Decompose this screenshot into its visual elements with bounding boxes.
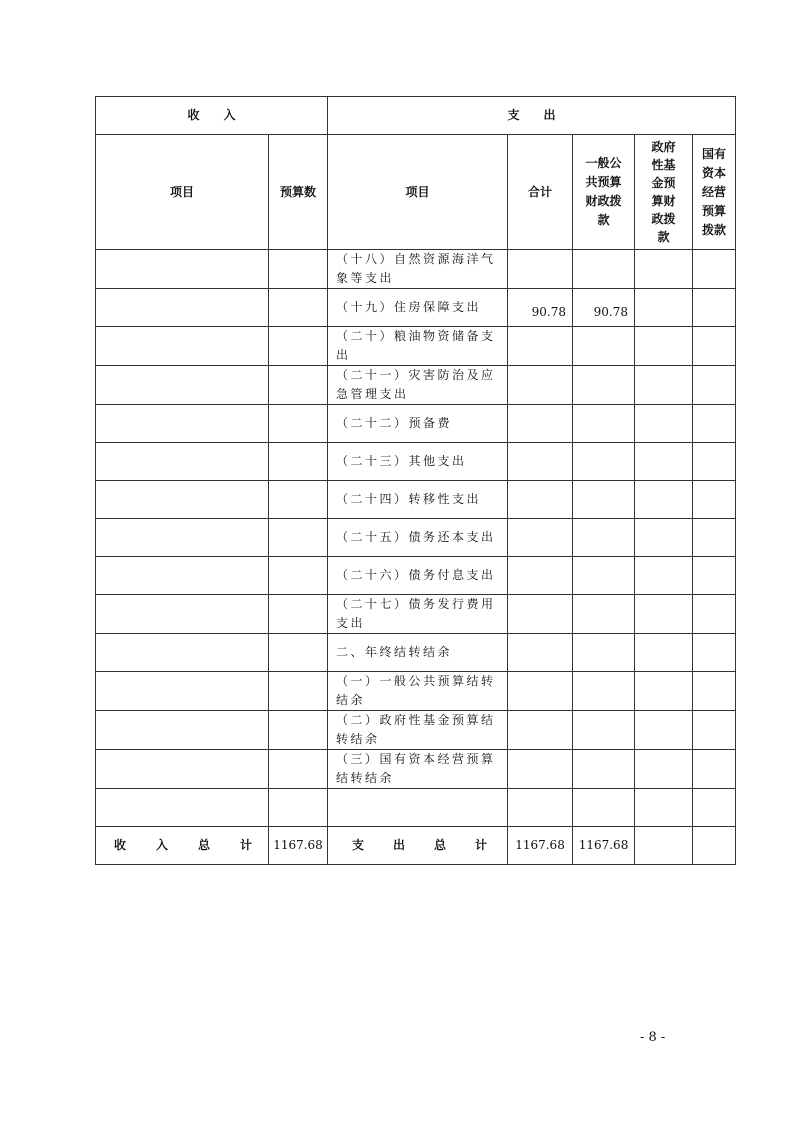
- gov-fund-header: 政府性基金预算财政拨款: [635, 135, 693, 250]
- column-header-row: [96, 135, 736, 250]
- general-public-cell: [573, 595, 635, 634]
- income-budget-header: 预算数: [269, 135, 328, 250]
- general-public-cell: [573, 250, 635, 289]
- table-row: [96, 289, 736, 327]
- expense-total-cell: [508, 789, 573, 827]
- income-total-label-char: 收: [114, 838, 127, 852]
- gov-fund-cell: [635, 557, 693, 595]
- expense-total-cell: [508, 595, 573, 634]
- expense-item-cell: （二十五）债务还本支出: [328, 519, 508, 557]
- income-budget-cell: [269, 443, 328, 481]
- gov-fund-cell: [635, 481, 693, 519]
- table-row: [96, 750, 736, 789]
- state-capital-cell: [693, 789, 736, 827]
- expense-total-cell: [508, 443, 573, 481]
- income-budget-cell: [269, 250, 328, 289]
- income-item-cell: [96, 519, 269, 557]
- income-total-label: [96, 827, 269, 865]
- income-item-cell: [96, 443, 269, 481]
- income-budget-cell: [269, 519, 328, 557]
- table-row: [96, 519, 736, 557]
- state-capital-cell: [693, 443, 736, 481]
- general-public-cell: [573, 750, 635, 789]
- income-item-cell: [96, 672, 269, 711]
- table-row: [96, 634, 736, 672]
- state-capital-cell: [693, 405, 736, 443]
- expense-total-cell: 90.78: [508, 289, 573, 327]
- income-budget-cell: [269, 366, 328, 405]
- income-budget-cell: [269, 750, 328, 789]
- income-item-cell: [96, 289, 269, 327]
- gov-fund-cell: [635, 366, 693, 405]
- budget-table: [95, 96, 736, 865]
- expense-item-cell: （一）一般公共预算结转结余: [328, 672, 508, 711]
- expense-item-cell: （二十二）预备费: [328, 405, 508, 443]
- gov-fund-cell: [635, 327, 693, 366]
- general-public-cell: [573, 443, 635, 481]
- gov-fund-total-value: [635, 827, 693, 865]
- expense-total-cell: [508, 634, 573, 672]
- income-budget-cell: [269, 557, 328, 595]
- general-public-total-value: 1167.68: [573, 827, 635, 865]
- income-item-cell: [96, 405, 269, 443]
- expense-total-label-char: 支: [352, 838, 365, 852]
- income-item-cell: [96, 711, 269, 750]
- income-item-cell: [96, 250, 269, 289]
- income-budget-cell: [269, 789, 328, 827]
- gov-fund-cell: [635, 595, 693, 634]
- expense-item-cell: （二十四）转移性支出: [328, 481, 508, 519]
- income-item-header: 项目: [96, 135, 269, 250]
- totals-row: [96, 827, 736, 865]
- state-capital-cell: [693, 289, 736, 327]
- income-item-cell: [96, 789, 269, 827]
- income-item-cell: [96, 481, 269, 519]
- gov-fund-cell: [635, 634, 693, 672]
- expense-item-cell: （二十）粮油物资储备支出: [328, 327, 508, 366]
- state-capital-cell: [693, 557, 736, 595]
- income-item-cell: [96, 595, 269, 634]
- expense-item-cell: （二）政府性基金预算结转结余: [328, 711, 508, 750]
- expense-item-cell: （十八）自然资源海洋气象等支出: [328, 250, 508, 289]
- table-row: [96, 789, 736, 827]
- table-row: [96, 366, 736, 405]
- income-item-cell: [96, 634, 269, 672]
- gov-fund-cell: [635, 519, 693, 557]
- table-row: [96, 443, 736, 481]
- expense-total-cell: [508, 750, 573, 789]
- expense-item-cell: （三）国有资本经营预算结转结余: [328, 750, 508, 789]
- table-row: [96, 405, 736, 443]
- gov-fund-cell: [635, 405, 693, 443]
- page-number: - 8 -: [640, 1030, 666, 1045]
- income-budget-cell: [269, 711, 328, 750]
- state-capital-cell: [693, 750, 736, 789]
- table-row: [96, 481, 736, 519]
- income-item-cell: [96, 366, 269, 405]
- income-total-label-char: 总: [197, 838, 210, 852]
- expense-item-cell: （二十三）其他支出: [328, 443, 508, 481]
- state-capital-cell: [693, 595, 736, 634]
- state-capital-cell: [693, 519, 736, 557]
- income-total-label-char: 计: [239, 838, 252, 852]
- table-row: [96, 672, 736, 711]
- gov-fund-cell: [635, 711, 693, 750]
- expense-total-cell: [508, 481, 573, 519]
- table-row: [96, 595, 736, 634]
- expense-total-cell: [508, 672, 573, 711]
- general-public-cell: [573, 366, 635, 405]
- expense-header: 支 出: [328, 97, 736, 135]
- state-capital-header: 国有资本经营预算拨款: [693, 135, 736, 250]
- general-public-header: 一般公共预算财政拨款: [573, 135, 635, 250]
- state-capital-cell: [693, 250, 736, 289]
- expense-item-cell: （二十一）灾害防治及应急管理支出: [328, 366, 508, 405]
- expense-total-cell: [508, 711, 573, 750]
- state-capital-cell: [693, 711, 736, 750]
- state-capital-cell: [693, 672, 736, 711]
- expense-item-cell: 二、年终结转结余: [328, 634, 508, 672]
- expense-total-cell: [508, 366, 573, 405]
- general-public-cell: [573, 481, 635, 519]
- general-public-cell: 90.78: [573, 289, 635, 327]
- expense-total-value: 1167.68: [508, 827, 573, 865]
- general-public-cell: [573, 557, 635, 595]
- gov-fund-cell: [635, 750, 693, 789]
- expense-total-label-char: 总: [433, 838, 446, 852]
- general-public-cell: [573, 405, 635, 443]
- state-capital-cell: [693, 327, 736, 366]
- expense-total-label: [328, 827, 508, 865]
- state-capital-cell: [693, 481, 736, 519]
- income-budget-cell: [269, 634, 328, 672]
- expense-total-cell: [508, 405, 573, 443]
- general-public-cell: [573, 519, 635, 557]
- table-row: [96, 327, 736, 366]
- expense-total-cell: [508, 557, 573, 595]
- table-row: [96, 711, 736, 750]
- income-budget-cell: [269, 405, 328, 443]
- income-total-label-char: 入: [155, 838, 168, 852]
- expense-total-label-char: 计: [474, 838, 487, 852]
- expense-total-header: 合计: [508, 135, 573, 250]
- general-public-cell: [573, 327, 635, 366]
- income-budget-cell: [269, 289, 328, 327]
- gov-fund-cell: [635, 289, 693, 327]
- state-capital-cell: [693, 366, 736, 405]
- income-budget-cell: [269, 481, 328, 519]
- expense-total-cell: [508, 250, 573, 289]
- general-public-cell: [573, 711, 635, 750]
- table-row: [96, 557, 736, 595]
- income-header: 收 入: [96, 97, 328, 135]
- expense-item-cell: （十九）住房保障支出: [328, 289, 508, 327]
- section-header-row: [96, 97, 736, 135]
- table-row: [96, 250, 736, 289]
- state-capital-total-value: [693, 827, 736, 865]
- gov-fund-cell: [635, 250, 693, 289]
- income-item-cell: [96, 750, 269, 789]
- gov-fund-cell: [635, 789, 693, 827]
- general-public-cell: [573, 634, 635, 672]
- income-item-cell: [96, 327, 269, 366]
- general-public-cell: [573, 789, 635, 827]
- income-budget-cell: [269, 595, 328, 634]
- expense-total-cell: [508, 519, 573, 557]
- general-public-cell: [573, 672, 635, 711]
- expense-total-cell: [508, 327, 573, 366]
- income-total-value: 1167.68: [269, 827, 328, 865]
- gov-fund-cell: [635, 672, 693, 711]
- income-budget-cell: [269, 672, 328, 711]
- expense-item-cell: （二十七）债务发行费用支出: [328, 595, 508, 634]
- gov-fund-cell: [635, 443, 693, 481]
- state-capital-cell: [693, 634, 736, 672]
- expense-item-cell: （二十六）债务付息支出: [328, 557, 508, 595]
- expense-item-header: 项目: [328, 135, 508, 250]
- income-budget-cell: [269, 327, 328, 366]
- income-item-cell: [96, 557, 269, 595]
- expense-total-label-char: 出: [393, 838, 406, 852]
- expense-item-cell: [328, 789, 508, 827]
